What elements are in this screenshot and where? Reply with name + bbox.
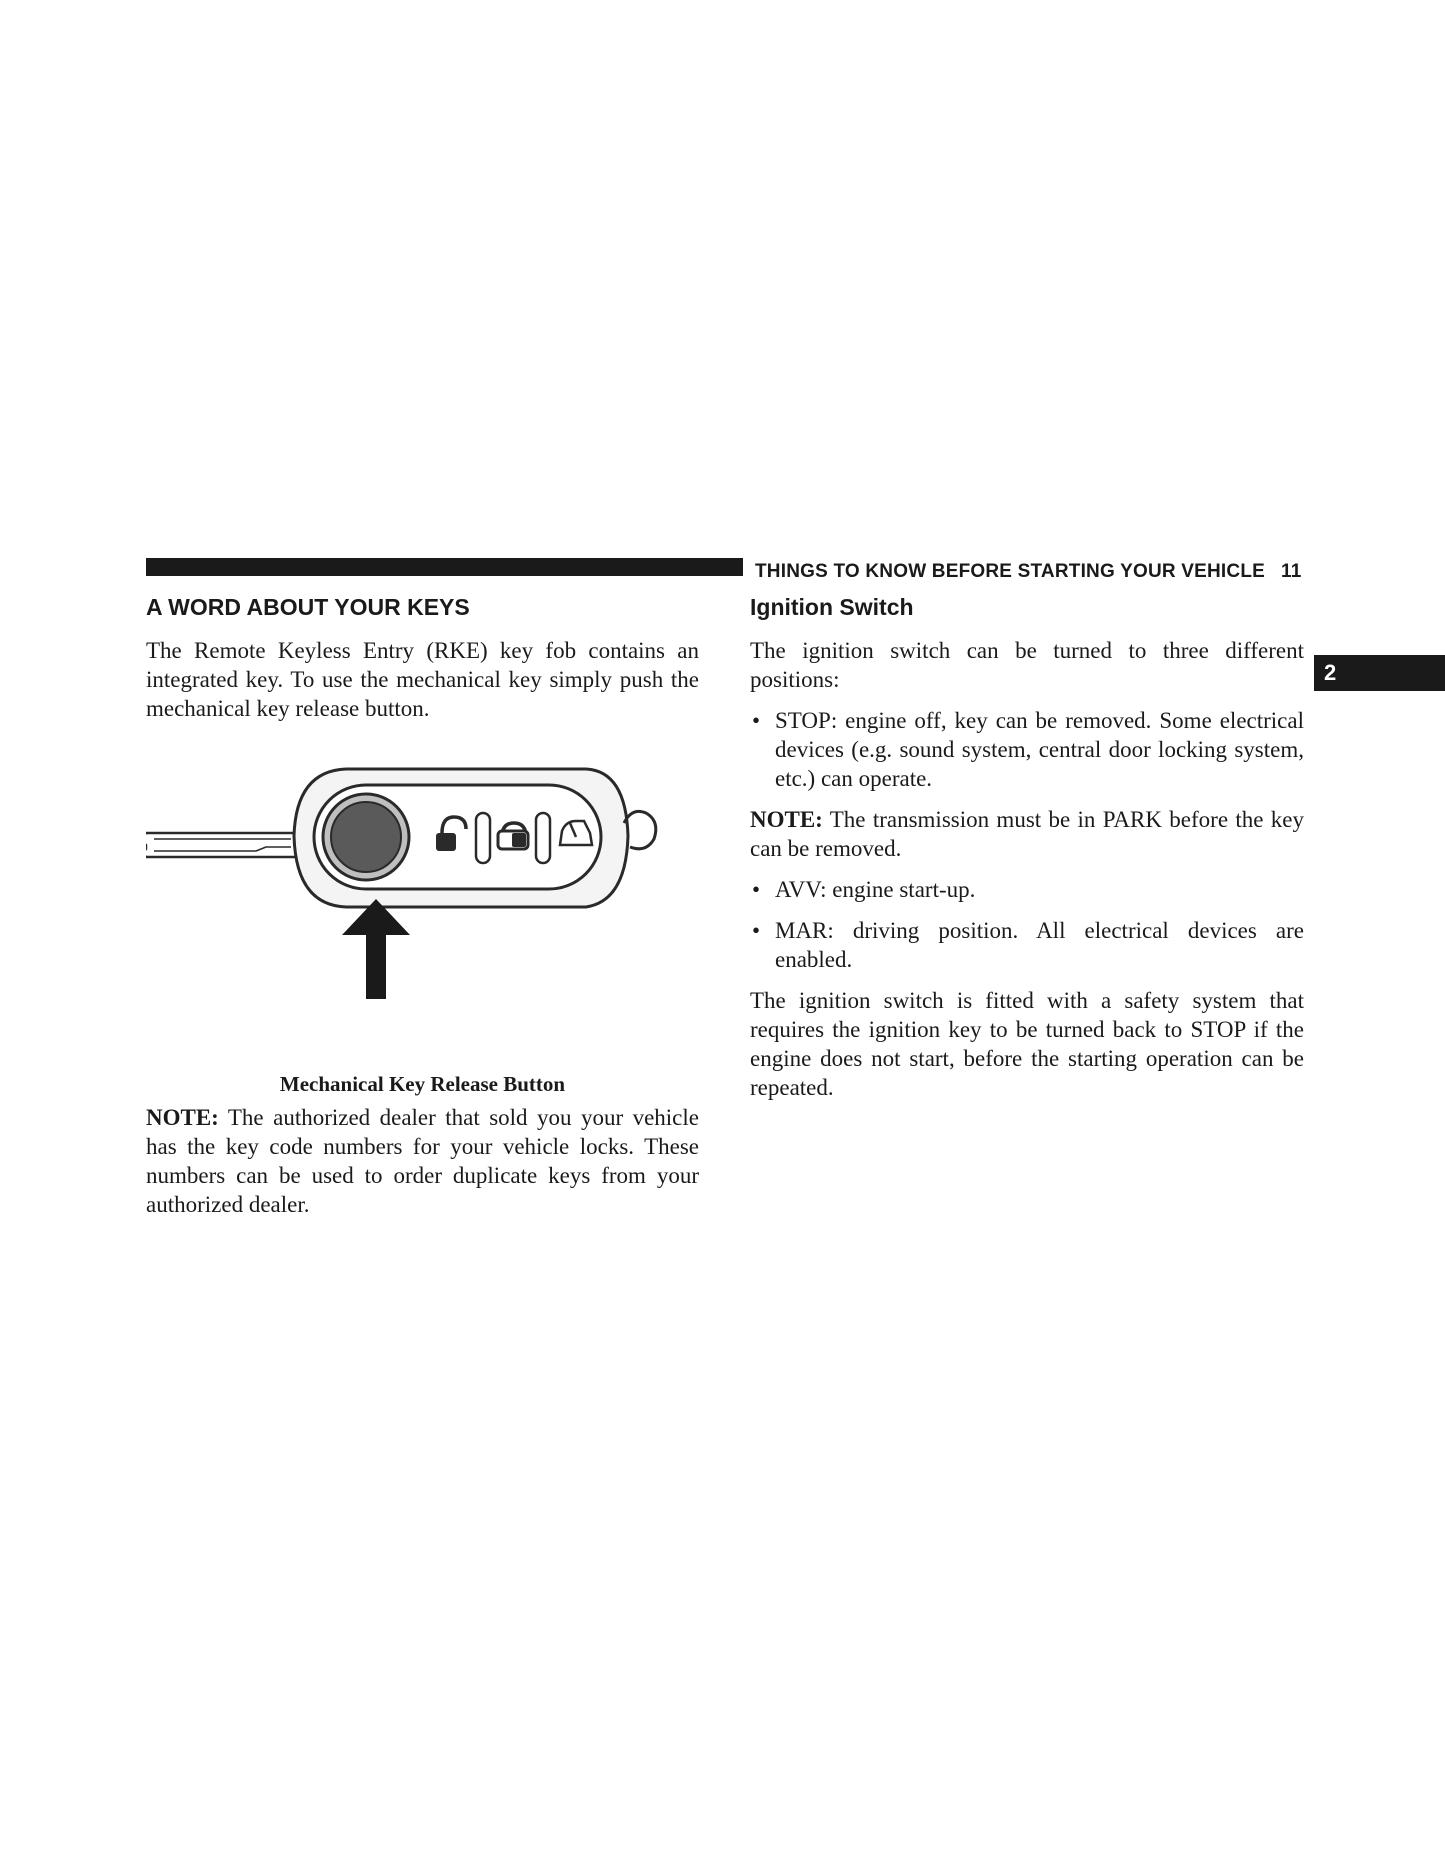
key-fob-figure (146, 741, 699, 1041)
button-separator-2 (536, 813, 550, 863)
figure-caption: Mechanical Key Release Button (279, 1072, 566, 1096)
note-label: NOTE: (750, 807, 823, 832)
ignition-positions-list (750, 706, 1304, 793)
list-item: • AVV: engine start-up. (750, 875, 1304, 904)
list-item: • STOP: engine off, key can be removed. Some electrical devices (e.g. sound system, central door locking system, etc.) can operate. (750, 706, 1304, 793)
ignition-positions-list-continued (750, 875, 1304, 974)
note-text: The transmission must be in PARK before the key can be removed. (750, 807, 1304, 861)
section-heading-keys: A WORD ABOUT YOUR KEYS (146, 594, 470, 620)
ignition-intro-paragraph: The ignition switch can be turned to three different positions: (750, 638, 1304, 692)
page-number: 11 (1281, 561, 1302, 582)
running-head (755, 561, 1301, 583)
left-column (146, 592, 699, 1219)
note-text: The authorized dealer that sold you your vehicle has the key code numbers for your vehicle locks. These numbers can be used to order duplicate keys from your authorized dealer. (146, 1105, 699, 1217)
key-fob-illustration (146, 741, 699, 1041)
up-arrow-icon (342, 899, 410, 999)
list-item: • MAR: driving position. All electrical devices are enabled. (750, 916, 1304, 974)
running-title: THINGS TO KNOW BEFORE STARTING YOUR VEHICLE (755, 561, 1266, 582)
right-column (750, 592, 1304, 1102)
note-label: NOTE: (146, 1105, 219, 1130)
keys-intro-paragraph: The Remote Keyless Entry (RKE) key fob contains an integrated key. To use the mechanical key simply push the mechanical key release button. (146, 638, 699, 721)
park-note-paragraph (750, 805, 1304, 863)
button-separator (476, 813, 490, 863)
dealer-note-paragraph (146, 1103, 699, 1219)
header-rule (146, 558, 743, 576)
release-button (331, 802, 401, 872)
chapter-tab: 2 (1314, 655, 1445, 691)
safety-system-paragraph: The ignition switch is fitted with a safety system that requires the ignition key to be turned back to STOP if the engine does not start, before the starting operation can be repeated. (750, 988, 1304, 1100)
section-heading-ignition: Ignition Switch (750, 594, 914, 620)
key-blade (146, 833, 296, 857)
